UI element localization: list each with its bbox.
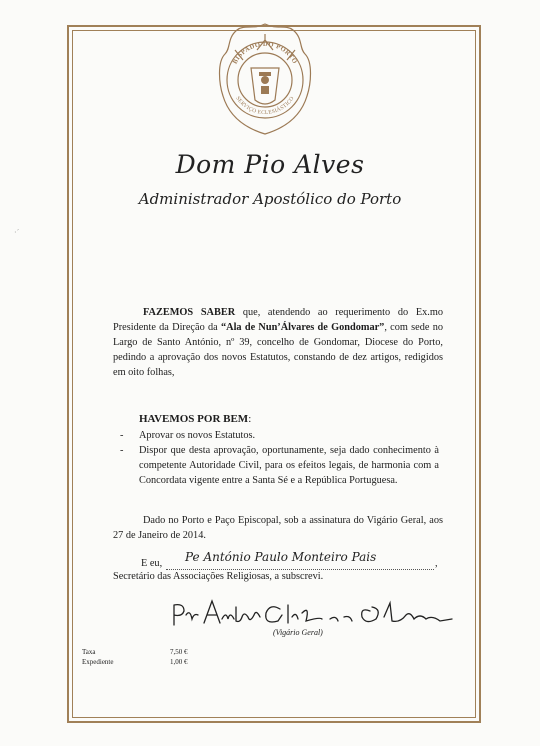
paragraph-text-b: , com sede no Largo de Santo António, nº 39, concelho de Gondomar, Diocese do Porto, pedindo a aprovação dos novos Estatutos, constando de dez artigos, redigidos em oito folhas,	[113, 322, 444, 378]
seal-bottom-text: SERVIÇO ECLESIÁSTICO	[234, 95, 296, 117]
bullet-dash: -	[120, 445, 124, 456]
scan-mark: ·ˊ	[14, 228, 20, 237]
paragraph-text-a: que, atendendo ao requerimento do Ex.mo Presidente da Direção da	[113, 307, 443, 333]
eu-comma: ,	[435, 558, 438, 569]
seal-top-text: BISPADO DO PORTO	[231, 40, 299, 66]
secretary-line: Secretário das Associações Religiosas, a subscrevi.	[113, 571, 324, 582]
bishop-name: Dom Pio Alves	[175, 150, 365, 179]
fee-value: 7,50 €	[170, 648, 188, 656]
bullet-dash: -	[120, 430, 124, 441]
episcopal-seal	[215, 20, 315, 138]
havemos-heading	[139, 412, 469, 427]
vicar-title: (Vigário Geral)	[273, 628, 323, 637]
fee-label: Taxa	[82, 648, 96, 656]
association-name: “Ala de Nun’Álvares de Gondomar”	[220, 322, 385, 333]
fee-label: Expediente	[82, 658, 114, 666]
bullet-item: Aprovar os novos Estatutos.	[139, 430, 256, 441]
havemos-text: HAVEMOS POR BEM	[139, 413, 249, 425]
havemos-colon: :	[248, 413, 252, 425]
dated-paragraph: Dado no Porto e Paço Episcopal, sob a assinatura do Vigário Geral, aos 27 de Janeiro de 2014.	[113, 515, 443, 541]
secretary-handwritten-name: Pe António Paulo Monteiro Pais	[185, 550, 377, 564]
eu-label: E eu,	[141, 558, 163, 569]
fee-value: 1,00 €	[170, 658, 188, 666]
decree-paragraph	[113, 305, 443, 380]
svg-text:SERVIÇO ECLESIÁSTICO	[234, 96, 295, 116]
bishop-title: Administrador Apostólico do Porto	[138, 190, 402, 208]
fazemos-saber: FAZEMOS SABER	[143, 307, 236, 318]
bullet-item: Dispor que desta aprovação, oportunamente, seja dado conhecimento à competente Autoridade Civil, para os efeitos legais, de harmonia com a Concordata vigente entre a Santa Sé e a República Portuguesa.	[139, 445, 439, 486]
